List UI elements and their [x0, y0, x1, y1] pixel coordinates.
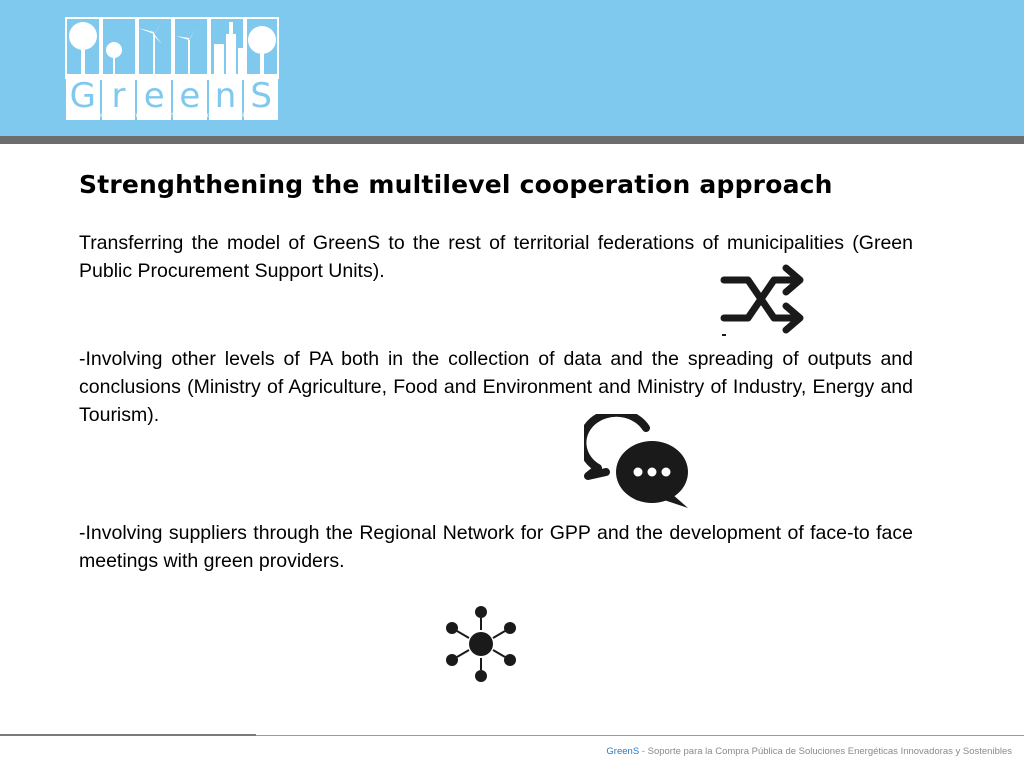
logo-letter: S: [244, 74, 278, 120]
header-divider: [0, 136, 1024, 144]
footer-divider-accent: [0, 734, 256, 736]
logo-letter: e: [137, 74, 171, 120]
logo-letter: n: [209, 74, 243, 120]
slide-title: Strenghthening the multilevel cooperation approach: [79, 170, 833, 199]
logo-tagline: asistencia técnica • formación en CPS • recomendaciones políticas: [68, 112, 258, 119]
logo-letter: G: [66, 74, 100, 120]
logo-letter: r: [102, 74, 136, 120]
shuffle-arrows-icon: [718, 262, 806, 338]
paragraph-federations: Transferring the model of GreenS to the rest of territorial federations of municipalities (Green Public Procurement Support Units).: [79, 232, 913, 282]
greens-logo: [64, 14, 280, 122]
footer-text: - Soporte para la Compra Pública de Soluciones Energéticas Innovadoras y Sostenibles: [639, 746, 1012, 757]
chat-bubbles-icon: [584, 414, 692, 510]
logo-skyline-icon: [64, 14, 280, 82]
paragraph-pa-levels: -Involving other levels of PA both in the collection of data and the spreading of outputs and conclusions (Ministry of Agriculture, Food and Environment and Ministry of Industry, Energy and Tourism).: [79, 348, 913, 426]
footer-brand: GreenS: [606, 746, 640, 757]
header-banner: [0, 0, 1024, 136]
hub-network-icon: [444, 604, 518, 684]
logo-letter: e: [173, 74, 207, 120]
footer-caption: [606, 746, 1012, 757]
paragraph-suppliers: -Involving suppliers through the Regional Network for GPP and the development of face-to face meetings with green providers.: [79, 522, 913, 572]
